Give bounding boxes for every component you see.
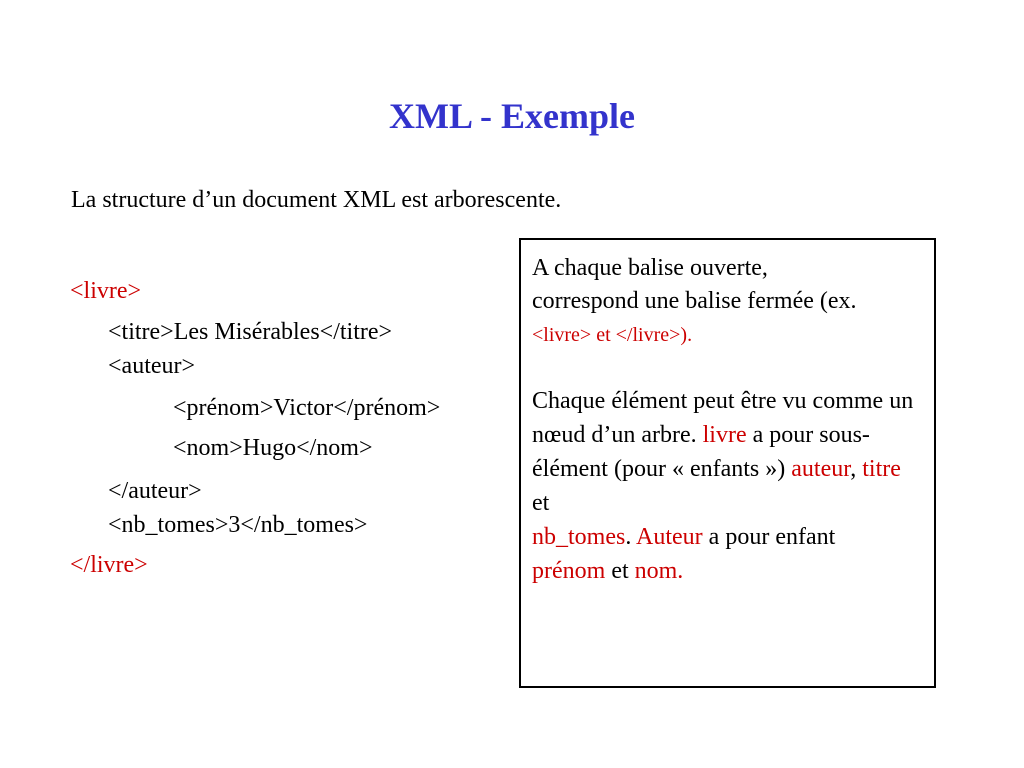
- intro-text: La structure d’un document XML est arborescente.: [71, 187, 562, 213]
- code-line-prenom: <prénom>Victor</prénom>: [173, 395, 441, 421]
- p1-line-1: A chaque balise ouverte,: [532, 255, 768, 281]
- p2-term-titre: titre: [862, 456, 901, 482]
- p1-example-open-tag: <livre>: [532, 324, 592, 346]
- p1-example-et: et: [591, 324, 616, 346]
- p2-term-nb-tomes: nb_tomes: [532, 524, 626, 550]
- p2-term-livre: livre: [702, 422, 747, 448]
- slide-title: XML - Exemple: [389, 96, 635, 136]
- p2-text-3: ,: [850, 456, 863, 482]
- code-line-auteur-close: </auteur>: [108, 478, 202, 504]
- code-line-auteur-open: <auteur>: [108, 353, 196, 379]
- explanation-paragraph-2: [532, 384, 924, 588]
- p1-line-2: correspond une balise fermée (ex.: [532, 288, 857, 314]
- p2-term-nom: nom.: [634, 558, 684, 584]
- p2-text-7: et: [605, 558, 635, 584]
- explanation-box: [519, 238, 936, 688]
- code-line-livre-close: </livre>: [70, 552, 148, 578]
- p2-term-auteur: auteur: [791, 456, 851, 482]
- code-line-titre: <titre>Les Misérables</titre>: [108, 319, 393, 345]
- p2-text-5: .: [625, 524, 637, 550]
- p2-text-2: a pour sous-élément (pour « enfants »): [532, 422, 870, 482]
- p2-text-4: et: [532, 490, 550, 516]
- p2-term-prenom: prénom: [532, 558, 606, 584]
- p2-text-1: Chaque élément peut être vu comme un nœud d’un arbre.: [532, 388, 914, 448]
- code-line-nb-tomes: <nb_tomes>3</nb_tomes>: [108, 512, 368, 538]
- p2-term-auteur-capital: Auteur: [636, 524, 703, 550]
- p1-example-close-tag: </livre>).: [615, 324, 693, 346]
- explanation-paragraph-1: [532, 252, 924, 352]
- code-line-livre-open: <livre>: [70, 278, 142, 304]
- code-line-nom: <nom>Hugo</nom>: [173, 435, 373, 461]
- p2-text-6: a pour enfant: [702, 524, 836, 550]
